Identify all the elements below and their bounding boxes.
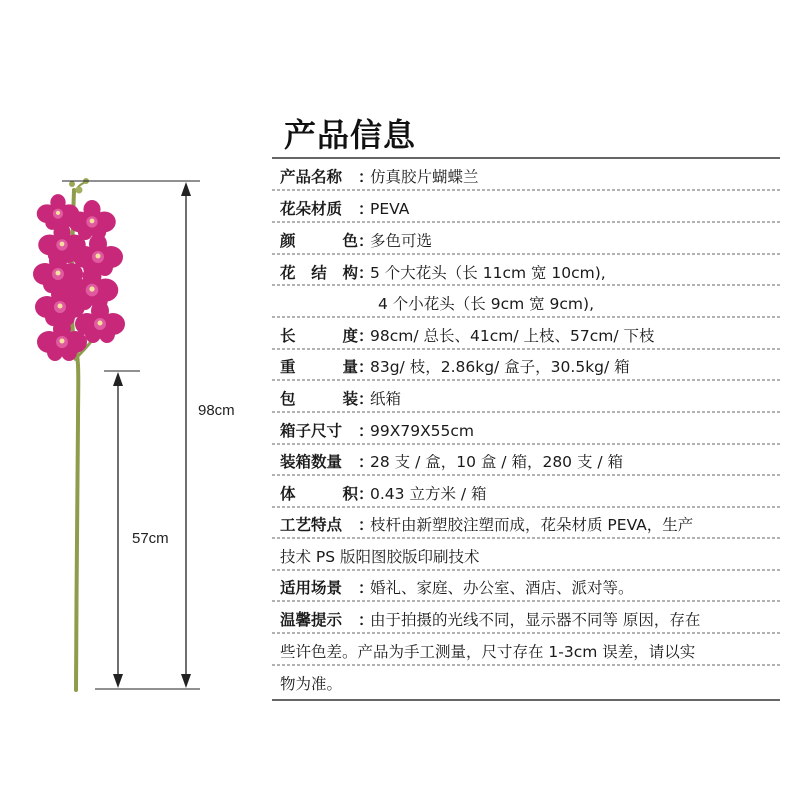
spec-label: 长度 bbox=[280, 327, 358, 345]
spec-value: 5 个大花头（长 11cm 宽 10cm), bbox=[370, 264, 606, 282]
spec-value: 技术 PS 版阳图胶版印刷技术 bbox=[280, 548, 480, 566]
spec-row-volume: 体积：0.43 立方米 / 箱 bbox=[280, 485, 487, 503]
spec-row-name: 产品名称 ：仿真胶片蝴蝶兰 bbox=[280, 168, 479, 186]
spec-value: 物为准。 bbox=[280, 675, 343, 693]
spec-value: 99X79X55cm bbox=[370, 422, 475, 440]
spec-label: 箱子尺寸 bbox=[280, 422, 343, 440]
spec-value: 4 个小花头（长 9cm 宽 9cm), bbox=[378, 295, 595, 313]
spec-value: 多色可选 bbox=[370, 232, 433, 250]
spec-row-notice-continued bbox=[280, 642, 695, 662]
spec-label: 包装 bbox=[280, 390, 358, 408]
spec-value: 0.43 立方米 / 箱 bbox=[370, 485, 487, 503]
spec-row-box-size: 箱子尺寸 ：99X79X55cm bbox=[280, 422, 475, 440]
spec-label: 产品名称 bbox=[280, 168, 343, 186]
spec-row-quantity: 装箱数量 ：28 支 / 盒，10 盒 / 箱，280 支 / 箱 bbox=[280, 453, 624, 471]
spec-row-packaging: 包装：纸箱 bbox=[280, 390, 402, 408]
spec-row-length: 长度：98cm/ 总长、41cm/ 上枝、57cm/ 下枝 bbox=[280, 327, 655, 345]
spec-row-craft-continued bbox=[280, 547, 480, 567]
spec-label: 工艺特点 bbox=[280, 516, 343, 534]
spec-value: 83g/ 枝，2.86kg/ 盒子，30.5kg/ 箱 bbox=[370, 358, 630, 376]
spec-row-notice-continued-2 bbox=[280, 674, 342, 694]
spec-row-usage: 适用场景 ：婚礼、家庭、办公室、酒店、派对等。 bbox=[280, 579, 634, 597]
page-title: 产品信息 bbox=[284, 116, 417, 154]
spec-label: 装箱数量 bbox=[280, 453, 343, 471]
orchid-flowers bbox=[33, 194, 125, 361]
spec-value: 由于拍摄的光线不同，显示器不同等 原因，存在 bbox=[370, 611, 701, 629]
spec-row-structure: 花结构：5 个大花头（长 11cm 宽 10cm), bbox=[280, 264, 606, 282]
spec-label: 花结构 bbox=[280, 264, 358, 282]
spec-value: 婚礼、家庭、办公室、酒店、派对等。 bbox=[370, 579, 634, 597]
spec-row-notice: 温馨提示 ：由于拍摄的光线不同，显示器不同等 原因，存在 bbox=[280, 611, 701, 629]
spec-label: 颜色 bbox=[280, 232, 358, 250]
spec-label: 体积 bbox=[280, 485, 358, 503]
spec-label: 温馨提示 bbox=[280, 611, 343, 629]
spec-row-color: 颜色：多色可选 bbox=[280, 232, 433, 250]
stem-height-label: 57cm bbox=[132, 530, 169, 547]
spec-value: 仿真胶片蝴蝶兰 bbox=[370, 168, 479, 186]
spec-row-craft: 工艺特点 ：枝杆由新塑胶注塑而成，花朵材质 PEVA，生产 bbox=[280, 516, 694, 534]
spec-label: 重量 bbox=[280, 358, 358, 376]
spec-value: 98cm/ 总长、41cm/ 上枝、57cm/ 下枝 bbox=[370, 327, 655, 345]
spec-label: 花朵材质 bbox=[280, 200, 343, 218]
spec-label: 适用场景 bbox=[280, 579, 343, 597]
spec-value: 28 支 / 盒，10 盒 / 箱，280 支 / 箱 bbox=[370, 453, 624, 471]
spec-row-structure-continued bbox=[378, 294, 594, 314]
spec-value: PEVA bbox=[370, 200, 410, 218]
spec-row-material: 花朵材质 ：PEVA bbox=[280, 200, 410, 218]
spec-value: 纸箱 bbox=[370, 390, 402, 408]
total-height-label: 98cm bbox=[198, 402, 235, 419]
spec-value: 枝杆由新塑胶注塑而成，花朵材质 PEVA，生产 bbox=[370, 516, 694, 534]
orchid-illustration bbox=[0, 0, 270, 800]
spec-row-weight: 重量：83g/ 枝，2.86kg/ 盒子，30.5kg/ 箱 bbox=[280, 358, 630, 376]
spec-value: 些许色差。产品为手工测量，尺寸存在 1-3cm 误差，请以实 bbox=[280, 643, 696, 661]
